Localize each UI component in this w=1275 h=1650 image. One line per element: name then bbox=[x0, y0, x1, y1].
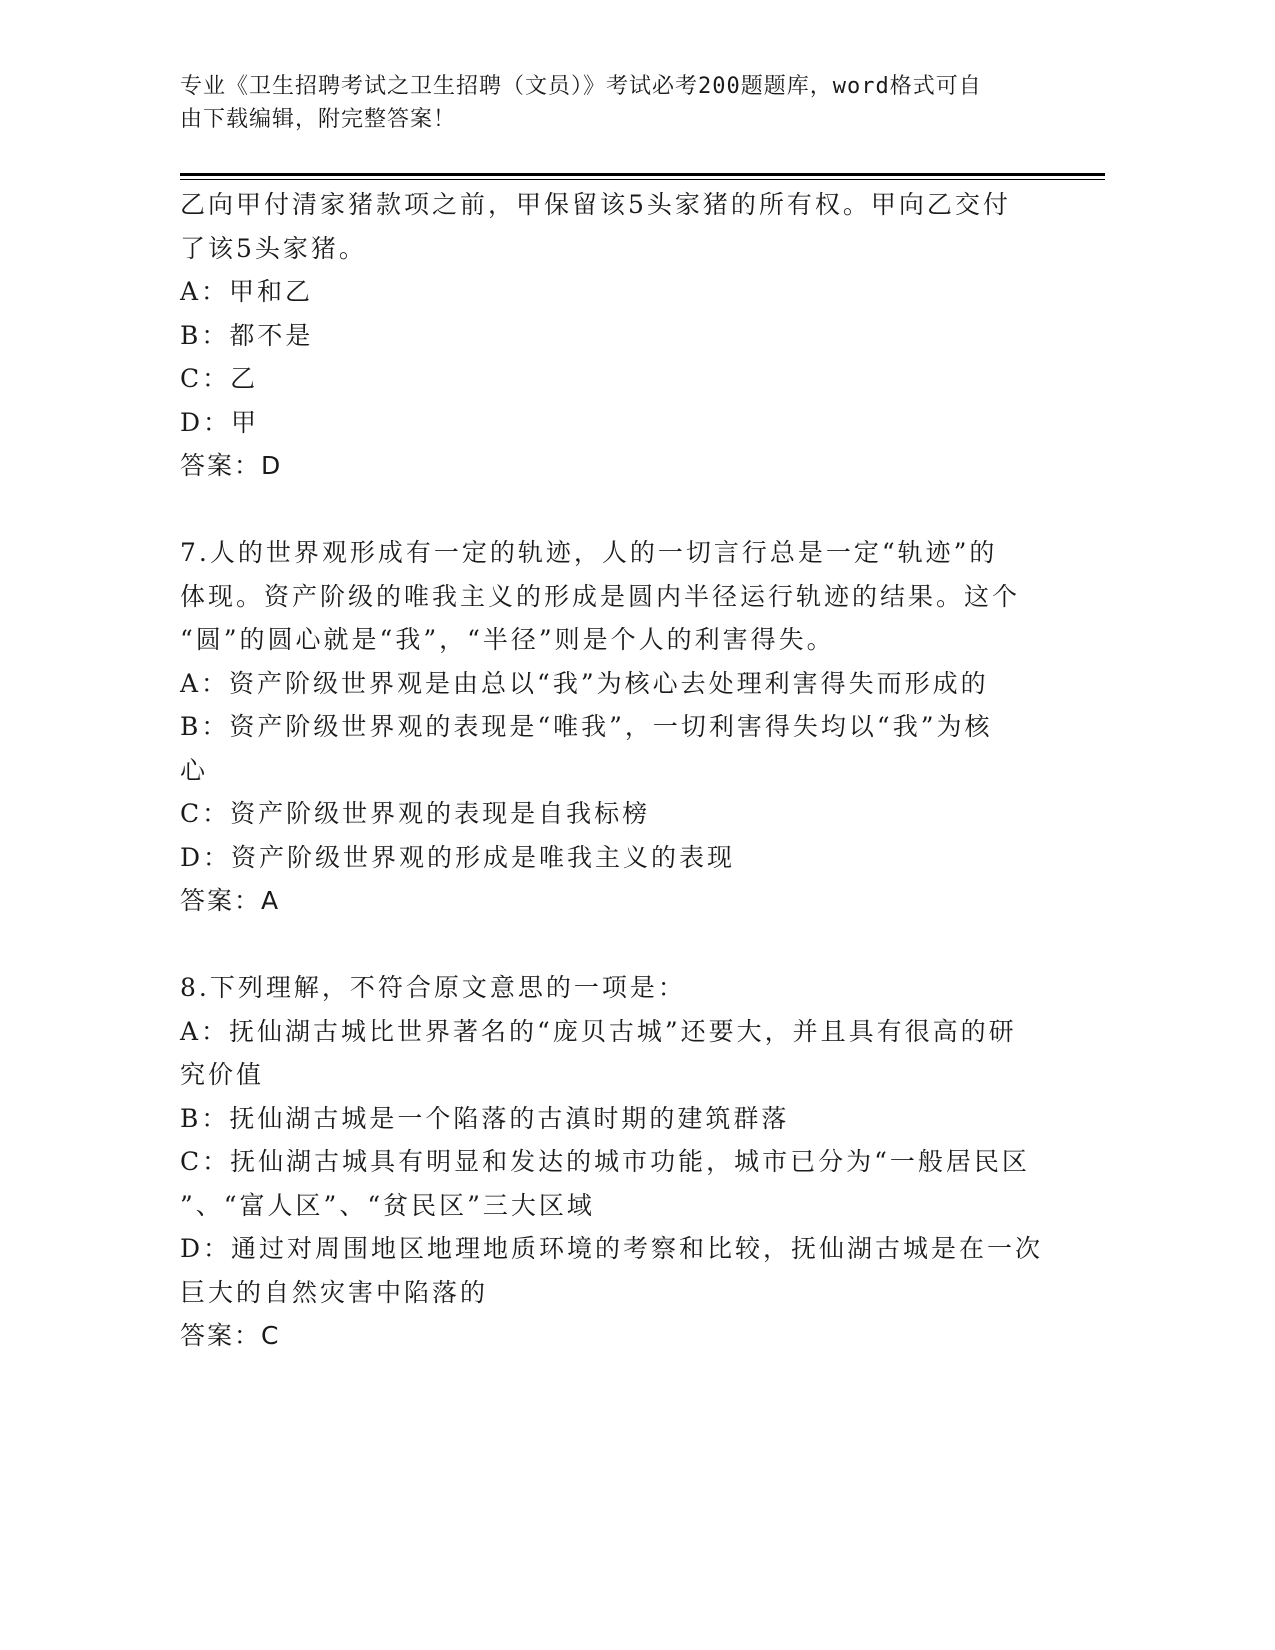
option-b: B：资产阶级世界观的表现是“唯我”，一切利害得失均以“我”为核 bbox=[180, 712, 993, 741]
spacer bbox=[180, 923, 1050, 967]
option-a: A：甲和乙 bbox=[180, 277, 314, 306]
option-c-continued: ”、“富人区”、“贫民区”三大区域 bbox=[180, 1190, 595, 1220]
option-b: B：抚仙湖古城是一个陷落的古滇时期的建筑群落 bbox=[180, 1103, 790, 1133]
answer-line: 答案：C bbox=[180, 1321, 281, 1350]
document-header bbox=[180, 70, 1050, 136]
header-rule-thick bbox=[180, 173, 1105, 176]
option-c: C：乙 bbox=[180, 364, 259, 393]
question-stem: “圆”的圆心就是“我”，“半径”则是个人的利害得失。 bbox=[180, 625, 835, 654]
option-a-continued: 究价值 bbox=[180, 1060, 265, 1089]
header-line-1: 专业《卫生招聘考试之卫生招聘（文员）》考试必考200题题库，word格式可自 bbox=[180, 74, 982, 99]
question-stem: 体现。资产阶级的唯我主义的形成是圆内半径运行轨迹的结果。这个 bbox=[180, 581, 1021, 611]
option-b: B：都不是 bbox=[180, 320, 314, 350]
question-8 bbox=[180, 966, 1050, 1358]
option-d: D：通过对周围地区地理地质环境的考察和比较，抚仙湖古城是在一次 bbox=[180, 1234, 1044, 1263]
question-stem: 8.下列理解，不符合原文意思的一项是： bbox=[180, 973, 686, 1002]
header-line-2: 由下载编辑，附完整答案！ bbox=[180, 107, 457, 132]
question-stem: 乙向甲付清家猪款项之前，甲保留该5头家猪的所有权。甲向乙交付 bbox=[180, 190, 1011, 219]
option-c: C：抚仙湖古城具有明显和发达的城市功能，城市已分为“一般居民区 bbox=[180, 1147, 1030, 1176]
spacer bbox=[180, 488, 1050, 532]
question-stem: 7.人的世界观形成有一定的轨迹，人的一切言行总是一定“轨迹”的 bbox=[180, 538, 998, 567]
document-body bbox=[180, 183, 1050, 1358]
question-7 bbox=[180, 531, 1050, 923]
question-stem: 了该5头家猪。 bbox=[180, 233, 367, 263]
question-6 bbox=[180, 183, 1050, 488]
answer-line: 答案：A bbox=[180, 886, 281, 915]
option-a: A：抚仙湖古城比世界著名的“庞贝古城”还要大，并且具有很高的研 bbox=[180, 1016, 1017, 1046]
header-rule-thin bbox=[180, 179, 1105, 180]
option-d: D：甲 bbox=[180, 407, 260, 437]
answer-line: 答案：D bbox=[180, 451, 283, 480]
option-d-continued: 巨大的自然灾害中陷落的 bbox=[180, 1277, 489, 1307]
option-a: A：资产阶级世界观是由总以“我”为核心去处理利害得失而形成的 bbox=[180, 668, 989, 698]
option-d: D：资产阶级世界观的形成是唯我主义的表现 bbox=[180, 842, 736, 872]
option-c: C：资产阶级世界观的表现是自我标榜 bbox=[180, 799, 651, 828]
option-b-continued: 心 bbox=[180, 755, 209, 785]
